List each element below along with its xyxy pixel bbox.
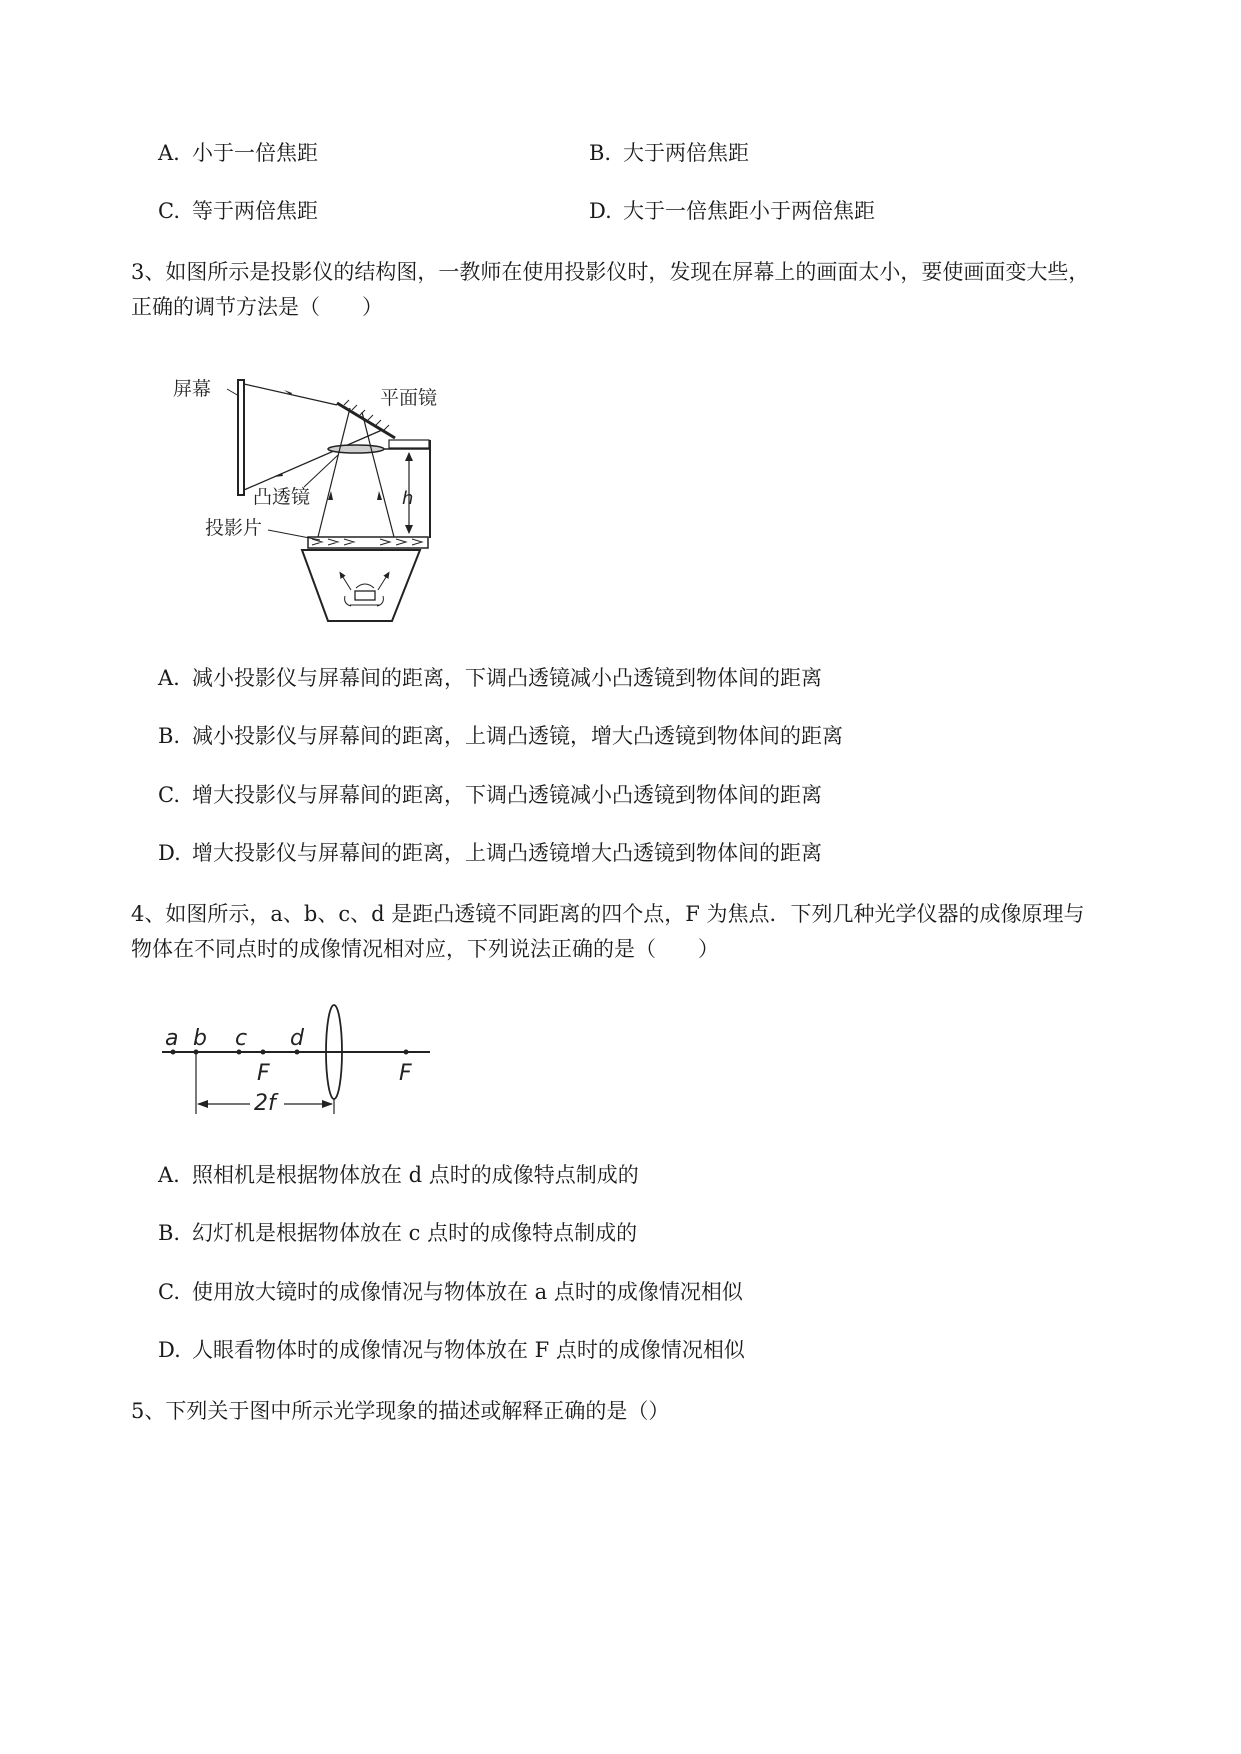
option-letter: A. [158,141,180,165]
q3-option-d [158,839,822,867]
lens-label: 凸透镜 [253,486,311,508]
q3-option-a [158,664,822,692]
option-letter: C. [158,783,180,807]
q4-stem-line1: 4、如图所示，a、b、c、d 是距凸透镜不同距离的四个点，F 为焦点．下列几种光学仪器的成像原理与 [131,902,1085,926]
option-text: 等于两倍焦距 [192,199,318,223]
q2-option-d [589,197,875,225]
q3-stem-line1: 3、如图所示是投影仪的结构图，一教师在使用投影仪时，发现在屏幕上的画面太小，要使画面变大些， [131,260,1090,284]
point-b-label: b [193,1026,207,1051]
projector-base [302,550,420,621]
option-letter: D. [158,1338,181,1362]
option-text: 幻灯机是根据物体放在 c 点时的成像特点制成的 [192,1221,638,1245]
ray-bottom [244,430,382,490]
q3-option-c [158,781,822,809]
option-letter: A. [158,1163,180,1187]
option-text: 减小投影仪与屏幕间的距离，上调凸透镜，增大凸透镜到物体间的距离 [192,724,843,748]
option-text: 增大投影仪与屏幕间的距离，下调凸透镜减小凸透镜到物体间的距离 [192,783,822,807]
q4-option-c [158,1278,743,1306]
q5-stem-line1: 5、下列关于图中所示光学现象的描述或解释正确的是（） [131,1399,670,1423]
q3-stem-line2: 正确的调节方法是（ ） [131,295,383,319]
screen-board [238,380,244,495]
screen-label: 屏幕 [173,378,212,400]
slide-plate [308,537,428,548]
point-c-label: c [235,1026,248,1051]
option-letter: C. [158,199,180,223]
focus-left-label: F [257,1061,270,1086]
option-text: 使用放大镜时的成像情况与物体放在 a 点时的成像情况相似 [192,1280,743,1304]
q4-option-d [158,1336,745,1364]
option-text: 小于一倍焦距 [192,141,318,165]
option-letter: B. [158,1221,181,1245]
q2-option-b [589,139,749,167]
point-d-label: d [290,1026,304,1051]
lamp [355,591,375,600]
option-text: 大于一倍焦距小于两倍焦距 [623,199,875,223]
option-letter: A. [158,666,180,690]
q4-stem-line2: 物体在不同点时的成像情况相对应，下列说法正确的是（ ） [131,937,719,961]
option-text: 减小投影仪与屏幕间的距离，下调凸透镜减小凸透镜到物体间的距离 [192,666,822,690]
twice-focal-label: 2f [254,1091,276,1116]
option-letter: C. [158,1280,180,1304]
h-label: h [402,488,414,509]
q2-option-c [158,197,318,225]
option-text: 大于两倍焦距 [623,141,749,165]
projector-diagram [160,360,460,630]
lens-axis-diagram [155,1000,440,1125]
slide-label: 投影片 [205,517,263,539]
option-letter: B. [589,141,612,165]
convex-lens [328,445,384,453]
q3-option-b [158,722,843,750]
option-text: 增大投影仪与屏幕间的距离，上调凸透镜增大凸透镜到物体间的距离 [192,841,822,865]
option-text: 照相机是根据物体放在 d 点时的成像特点制成的 [192,1163,639,1187]
focus-right-label: F [399,1061,412,1086]
option-letter: B. [158,724,181,748]
mirror-label: 平面镜 [380,387,438,409]
q4-option-a [158,1161,639,1189]
point-a-label: a [165,1026,179,1051]
q4-option-b [158,1219,637,1247]
option-text: 人眼看物体时的成像情况与物体放在 F 点时的成像情况相似 [192,1338,745,1362]
option-letter: D. [158,841,181,865]
q2-option-a [158,139,318,167]
option-letter: D. [589,199,612,223]
